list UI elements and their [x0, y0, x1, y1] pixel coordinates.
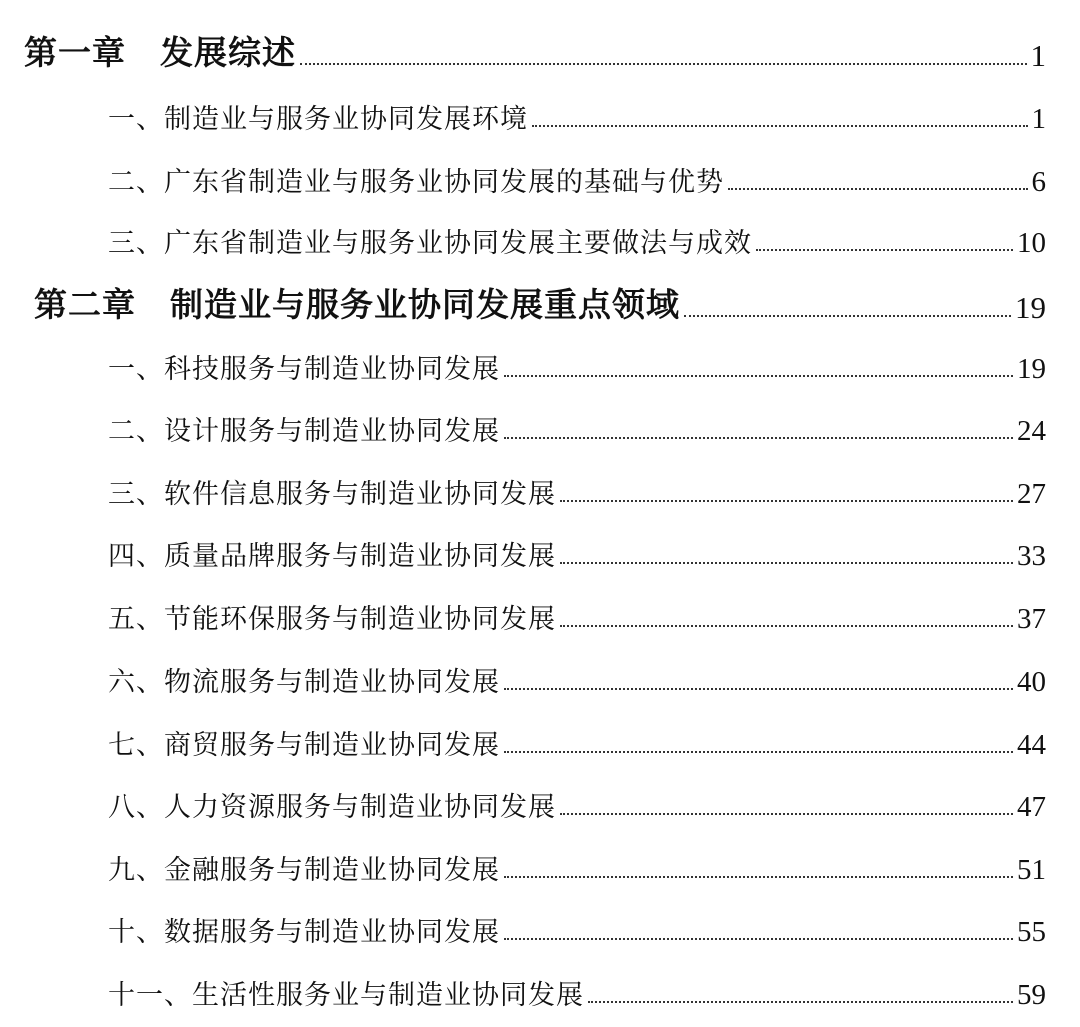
dot-leader	[504, 876, 1013, 878]
toc-section-row[interactable]	[108, 161, 1046, 199]
chapter-title: 制造业与服务业协同发展重点领域	[170, 285, 680, 324]
chapter-number: 第一章	[24, 33, 126, 72]
dot-leader	[504, 437, 1013, 439]
section-label: 十、数据服务与制造业协同发展	[108, 917, 500, 948]
dot-leader	[300, 63, 1027, 65]
section-label: 三、软件信息服务与制造业协同发展	[108, 479, 556, 510]
page-number: 27	[1017, 478, 1046, 510]
page-number: 1	[1030, 38, 1046, 73]
dot-leader	[560, 625, 1013, 627]
toc-section-row[interactable]	[108, 598, 1046, 636]
toc-chapter-row[interactable]	[24, 30, 1046, 74]
toc-section-row[interactable]	[108, 222, 1046, 260]
page-number: 6	[1031, 166, 1046, 198]
toc-section-row[interactable]	[108, 535, 1046, 573]
toc-chapter-row[interactable]	[34, 282, 1046, 326]
section-label: 五、节能环保服务与制造业协同发展	[108, 604, 556, 635]
dot-leader	[684, 315, 1011, 317]
dot-leader	[560, 500, 1013, 502]
dot-leader	[560, 813, 1013, 815]
toc-section-row[interactable]	[108, 786, 1046, 824]
page-number: 10	[1017, 227, 1046, 259]
section-label: 一、制造业与服务业协同发展环境	[108, 104, 528, 135]
page-number: 44	[1017, 729, 1046, 761]
page-number: 24	[1017, 415, 1046, 447]
page-number: 37	[1017, 603, 1046, 635]
dot-leader	[728, 188, 1028, 190]
dot-leader	[504, 688, 1013, 690]
section-label: 二、设计服务与制造业协同发展	[108, 416, 500, 447]
page-number: 33	[1017, 540, 1046, 572]
page-number: 47	[1017, 791, 1046, 823]
page-number: 55	[1017, 916, 1046, 948]
chapter-number: 第二章	[34, 285, 136, 324]
section-label: 六、物流服务与制造业协同发展	[108, 667, 500, 698]
toc-section-row[interactable]	[108, 473, 1046, 511]
toc-section-row[interactable]	[108, 410, 1046, 448]
dot-leader	[560, 562, 1013, 564]
section-label: 二、广东省制造业与服务业协同发展的基础与优势	[108, 167, 724, 198]
page-number: 59	[1017, 979, 1046, 1011]
section-label: 十一、生活性服务业与制造业协同发展	[108, 980, 584, 1011]
toc-section-row[interactable]	[108, 911, 1046, 949]
page-number: 19	[1015, 290, 1046, 325]
dot-leader	[532, 125, 1028, 127]
section-label: 三、广东省制造业与服务业协同发展主要做法与成效	[108, 228, 752, 259]
dot-leader	[504, 938, 1013, 940]
dot-leader	[504, 375, 1013, 377]
toc-section-row[interactable]	[108, 724, 1046, 762]
toc-section-row[interactable]	[108, 849, 1046, 887]
page-number: 51	[1017, 854, 1046, 886]
toc-section-row[interactable]	[108, 974, 1046, 1012]
page-number: 40	[1017, 666, 1046, 698]
toc-section-row[interactable]	[108, 98, 1046, 136]
section-label: 八、人力资源服务与制造业协同发展	[108, 792, 556, 823]
page-number: 1	[1031, 103, 1046, 135]
page-number: 19	[1017, 353, 1046, 385]
toc-section-row[interactable]	[108, 661, 1046, 699]
section-label: 七、商贸服务与制造业协同发展	[108, 730, 500, 761]
chapter-title: 发展综述	[160, 33, 296, 72]
section-label: 九、金融服务与制造业协同发展	[108, 855, 500, 886]
dot-leader	[504, 751, 1013, 753]
chapter-heading	[34, 279, 680, 326]
section-label: 四、质量品牌服务与制造业协同发展	[108, 541, 556, 572]
section-label: 一、科技服务与制造业协同发展	[108, 354, 500, 385]
dot-leader	[756, 249, 1013, 251]
toc-section-row[interactable]	[108, 348, 1046, 386]
dot-leader	[588, 1001, 1013, 1003]
chapter-heading	[24, 27, 296, 74]
